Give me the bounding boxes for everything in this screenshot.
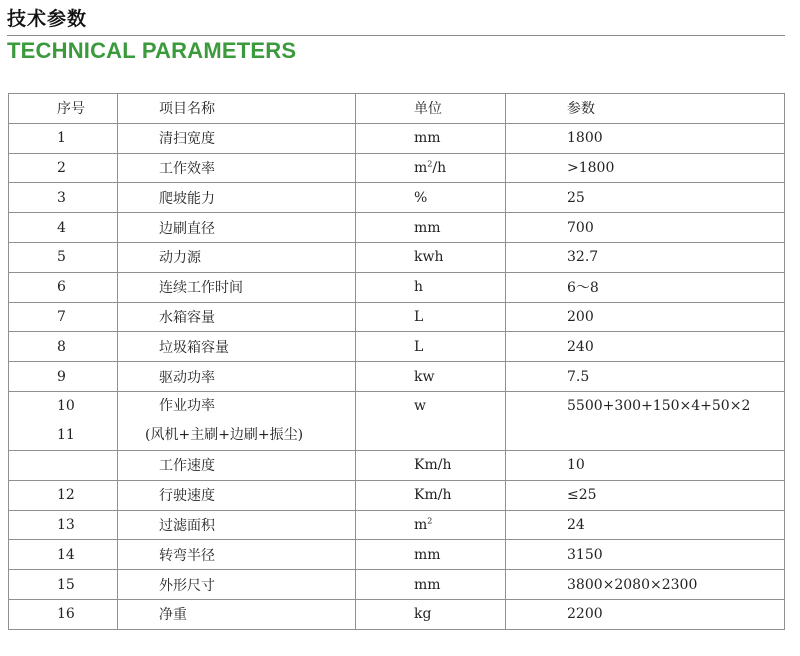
row-value: ≤25 <box>506 480 785 510</box>
row-unit: Km/h <box>356 450 506 480</box>
section-title-cn: 技术参数 <box>7 8 88 30</box>
column-header-value: 参数 <box>506 94 785 124</box>
row-number: 6 <box>9 272 118 302</box>
row-name-primary: 作业功率 <box>159 397 215 414</box>
row-number: 15 <box>9 570 118 600</box>
table-row <box>9 480 785 510</box>
row-name <box>118 391 356 450</box>
row-name: 连续工作时间 <box>118 272 356 302</box>
row-unit <box>356 153 506 183</box>
row-unit: mm <box>356 213 506 243</box>
row-number: 5 <box>9 242 118 272</box>
row-value: 3800×2080×2300 <box>506 570 785 600</box>
row-name: 行驶速度 <box>118 480 356 510</box>
table-row <box>9 302 785 332</box>
table-header-row <box>9 94 785 124</box>
row-number <box>9 450 118 480</box>
row-unit: L <box>356 302 506 332</box>
row-value: 25 <box>506 183 785 213</box>
unit-rest: /h <box>432 159 447 176</box>
row-name: 水箱容量 <box>118 302 356 332</box>
row-number: 12 <box>9 480 118 510</box>
row-value: 200 <box>506 302 785 332</box>
column-header-unit: 单位 <box>356 94 506 124</box>
row-number: 14 <box>9 540 118 570</box>
table-row <box>9 450 785 480</box>
row-value: >1800 <box>506 153 785 183</box>
row-value <box>506 391 785 450</box>
row-number: 1 <box>9 123 118 153</box>
row-number-primary: 10 <box>57 397 75 414</box>
row-unit: L <box>356 332 506 362</box>
table-row <box>9 123 785 153</box>
row-number <box>9 391 118 450</box>
table-row <box>9 362 785 392</box>
row-name: 净重 <box>118 599 356 629</box>
row-number: 4 <box>9 213 118 243</box>
row-number: 9 <box>9 362 118 392</box>
row-name: 边刷直径 <box>118 213 356 243</box>
title-divider <box>7 35 785 36</box>
row-unit: h <box>356 272 506 302</box>
table-row <box>9 332 785 362</box>
unit-base: m <box>414 516 428 533</box>
table-row <box>9 153 785 183</box>
row-name: 外形尺寸 <box>118 570 356 600</box>
row-number: 8 <box>9 332 118 362</box>
row-number: 2 <box>9 153 118 183</box>
unit-base: m <box>414 159 428 176</box>
row-name: 过滤面积 <box>118 510 356 540</box>
column-header-no: 序号 <box>9 94 118 124</box>
table-row <box>9 540 785 570</box>
row-number: 3 <box>9 183 118 213</box>
row-value: 240 <box>506 332 785 362</box>
section-title-en: TECHNICAL PARAMETERS <box>7 38 297 63</box>
row-number: 13 <box>9 510 118 540</box>
unit-superscript: 2 <box>427 516 433 526</box>
row-value: 6～8 <box>506 272 785 302</box>
row-name-note: (风机+主刷+边刷+振尘) <box>145 426 304 443</box>
row-name: 垃圾箱容量 <box>118 332 356 362</box>
row-unit <box>356 391 506 450</box>
column-header-name: 项目名称 <box>118 94 356 124</box>
row-name: 爬坡能力 <box>118 183 356 213</box>
row-value-text: 5500+300+150×4+50×2 <box>567 397 751 414</box>
row-name: 工作效率 <box>118 153 356 183</box>
row-number: 7 <box>9 302 118 332</box>
table-row <box>9 183 785 213</box>
row-unit <box>356 510 506 540</box>
row-unit: % <box>356 183 506 213</box>
row-name: 清扫宽度 <box>118 123 356 153</box>
row-number: 16 <box>9 599 118 629</box>
row-value: 7.5 <box>506 362 785 392</box>
unit-superscript: 2 <box>427 159 433 169</box>
table-row <box>9 510 785 540</box>
row-value: 32.7 <box>506 242 785 272</box>
row-name: 动力源 <box>118 242 356 272</box>
row-unit: kw <box>356 362 506 392</box>
row-value: 1800 <box>506 123 785 153</box>
row-value: 2200 <box>506 599 785 629</box>
row-unit: mm <box>356 123 506 153</box>
table-row <box>9 213 785 243</box>
row-value: 10 <box>506 450 785 480</box>
row-name: 工作速度 <box>118 450 356 480</box>
table-row <box>9 391 785 450</box>
row-unit-text: w <box>414 397 426 414</box>
row-value: 3150 <box>506 540 785 570</box>
row-number-secondary: 11 <box>57 426 75 443</box>
parameters-table <box>8 93 785 630</box>
row-value: 24 <box>506 510 785 540</box>
row-unit: mm <box>356 570 506 600</box>
table-row <box>9 272 785 302</box>
row-unit: Km/h <box>356 480 506 510</box>
row-name: 驱动功率 <box>118 362 356 392</box>
row-name: 转弯半径 <box>118 540 356 570</box>
row-unit: kg <box>356 599 506 629</box>
table-row <box>9 570 785 600</box>
row-unit: kwh <box>356 242 506 272</box>
table-row <box>9 242 785 272</box>
table-row <box>9 599 785 629</box>
row-unit: mm <box>356 540 506 570</box>
row-value: 700 <box>506 213 785 243</box>
